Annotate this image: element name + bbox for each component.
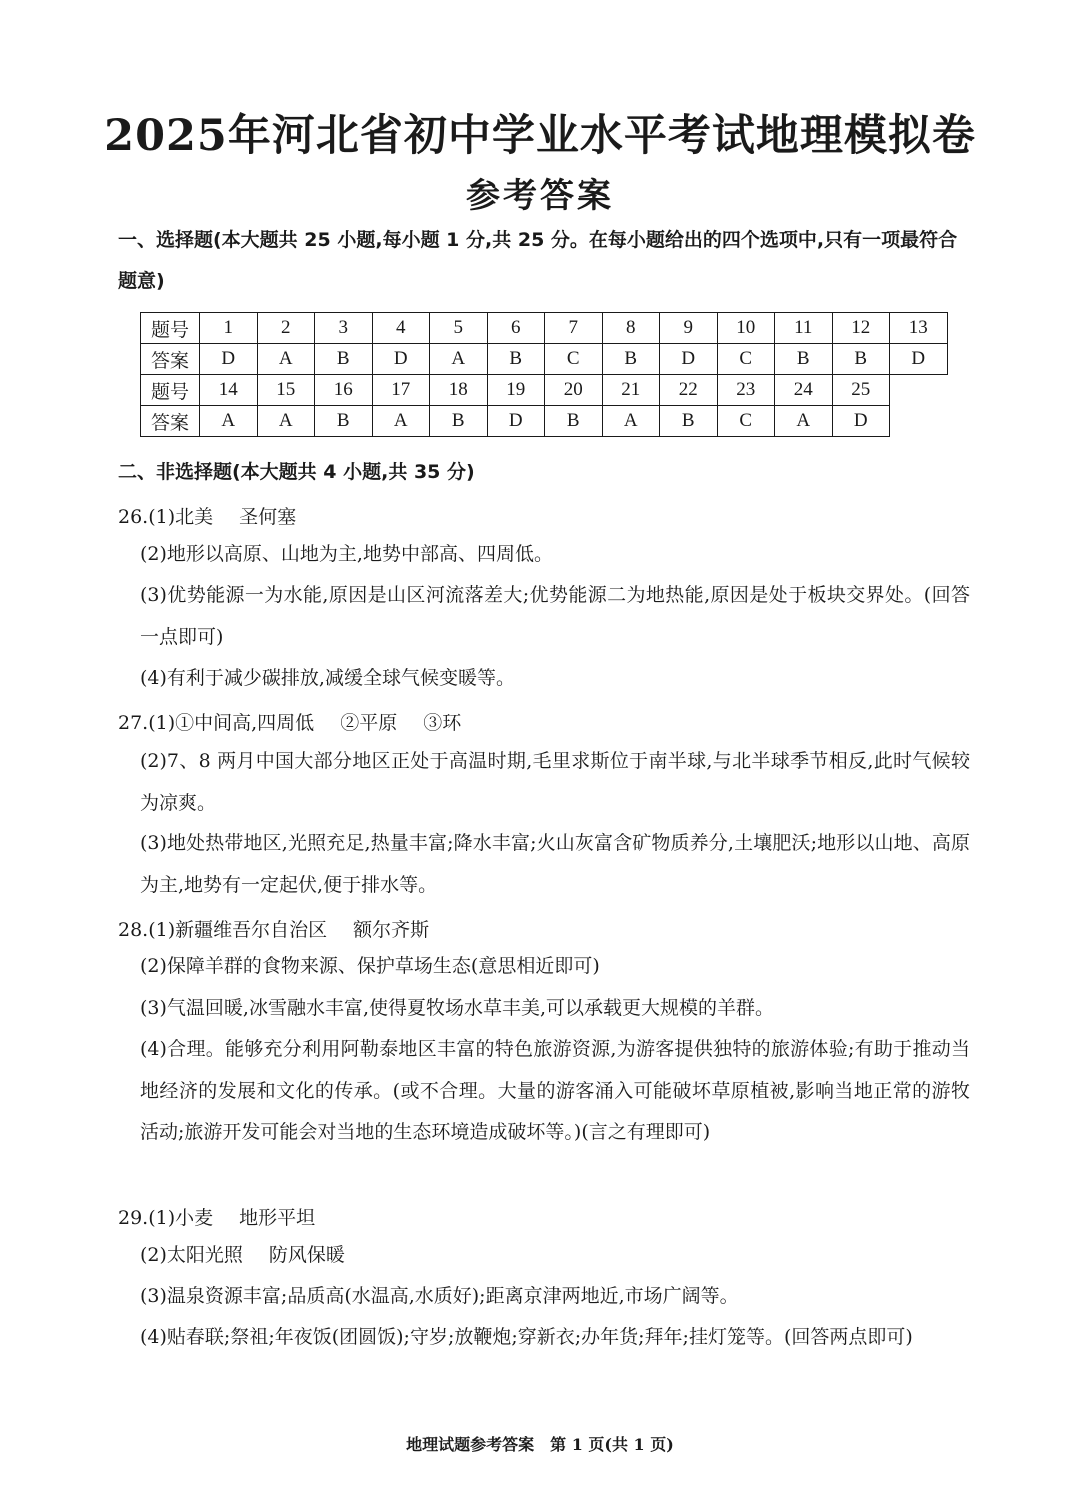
q29-p3: (3)温泉资源丰富;品质高(水温高,水质好);距离京津两地近,市场广阔等。 [140, 1285, 739, 1307]
q27-number: 27. [118, 712, 149, 734]
table-cell: B [430, 406, 488, 437]
table-cell: D [660, 344, 718, 375]
table-row-answers-1 [141, 344, 948, 375]
table-cell: 17 [372, 375, 430, 406]
table-cell: B [315, 406, 373, 437]
table-cell: 3 [315, 313, 373, 344]
q29-number: 29. [118, 1207, 149, 1229]
page-subtitle: 参考答案 [466, 176, 614, 216]
q26-p2: (2)地形以高原、山地为主,地势中部高、四周低。 [140, 543, 553, 565]
q28-p1b: 额尔齐斯 [353, 919, 430, 941]
table-cell: C [717, 344, 775, 375]
q29-p1a: (1)小麦 [148, 1207, 214, 1229]
section2-heading: 二、非选择题(本大题共 4 小题,共 35 分) [118, 461, 475, 483]
table-cell: 2 [257, 313, 315, 344]
table-cell: C [545, 344, 603, 375]
answer-table [140, 312, 948, 437]
q27-p1a: (1)①中间高,四周低 [148, 712, 315, 734]
table-label-answer: 答案 [141, 344, 200, 375]
q28-p2: (2)保障羊群的食物来源、保护草场生态(意思相近即可) [140, 955, 600, 977]
table-cell: 21 [602, 375, 660, 406]
table-row-numbers-2 [141, 375, 948, 406]
table-cell: 23 [717, 375, 775, 406]
table-cell: 18 [430, 375, 488, 406]
table-cell: A [775, 406, 833, 437]
table-cell: 13 [890, 313, 948, 344]
table-cell: 14 [200, 375, 258, 406]
table-cell: C [717, 406, 775, 437]
q26-p3: (3)优势能源一为水能,原因是山区河流落差大;优势能源二为地热能,原因是处于板块交界处。(回答一点即可) [140, 584, 970, 648]
q28-p1a: (1)新疆维吾尔自治区 [148, 919, 328, 941]
table-cell: A [430, 344, 488, 375]
table-cell: 7 [545, 313, 603, 344]
table-cell: D [372, 344, 430, 375]
table-cell: 8 [602, 313, 660, 344]
table-cell: B [602, 344, 660, 375]
table-cell: A [200, 406, 258, 437]
table-row-numbers-1 [141, 313, 948, 344]
q28-p3: (3)气温回暖,冰雪融水丰富,使得夏牧场水草丰美,可以承载更大规模的羊群。 [140, 997, 775, 1019]
q29-line2 [140, 1235, 970, 1277]
q27-p1b: ②平原 [340, 712, 398, 734]
table-cell: B [775, 344, 833, 375]
q28-number: 28. [118, 919, 149, 941]
table-cell: D [200, 344, 258, 375]
q28-line1 [118, 915, 429, 942]
table-cell: 15 [257, 375, 315, 406]
table-cell: A [372, 406, 430, 437]
table-cell: 12 [832, 313, 890, 344]
table-cell: 5 [430, 313, 488, 344]
table-cell: 25 [832, 375, 890, 406]
table-cell: 11 [775, 313, 833, 344]
table-cell: D [832, 406, 890, 437]
q27-p2: (2)7、8 两月中国大部分地区正处于高温时期,毛里求斯位于南半球,与北半球季节相反,此时气候较为凉爽。 [140, 750, 970, 814]
table-cell: 9 [660, 313, 718, 344]
table-cell: 1 [200, 313, 258, 344]
q27-p1c: ③环 [423, 712, 462, 734]
table-cell: B [832, 344, 890, 375]
q29-p4: (4)贴春联;祭祖;年夜饭(团圆饭);守岁;放鞭炮;穿新衣;办年货;拜年;挂灯笼等。(回答两点即可) [140, 1326, 913, 1348]
page-footer: 地理试题参考答案 第 1 页(共 1 页) [406, 1435, 674, 1454]
q29-p1b: 地形平坦 [239, 1207, 316, 1229]
q29-line1 [118, 1203, 315, 1230]
q26-p1a: (1)北美 [148, 506, 214, 528]
table-cell: 19 [487, 375, 545, 406]
table-row-answers-2 [141, 406, 948, 437]
q26-line1 [118, 502, 296, 529]
table-cell: 20 [545, 375, 603, 406]
table-label-answer: 答案 [141, 406, 200, 437]
table-cell: 22 [660, 375, 718, 406]
table-cell: A [257, 344, 315, 375]
table-cell: 24 [775, 375, 833, 406]
q29-p2a: (2)太阳光照 [140, 1244, 243, 1266]
table-cell: B [545, 406, 603, 437]
table-cell: 6 [487, 313, 545, 344]
section1-heading: 一、选择题(本大题共 25 小题,每小题 1 分,共 25 分。在每小题给出的四个选项中,只有一项最符合题意) [118, 229, 958, 292]
q26-number: 26. [118, 506, 149, 528]
table-cell: B [315, 344, 373, 375]
table-cell: A [257, 406, 315, 437]
table-cell: D [487, 406, 545, 437]
table-label-question: 题号 [141, 313, 200, 344]
q26-p4: (4)有利于减少碳排放,减缓全球气候变暖等。 [140, 667, 515, 689]
q26-p1b: 圣何塞 [239, 506, 297, 528]
table-cell: A [602, 406, 660, 437]
q29-p2b: 防风保暖 [268, 1244, 345, 1266]
q27-line1 [118, 708, 461, 735]
table-cell: 16 [315, 375, 373, 406]
table-cell: 10 [717, 313, 775, 344]
table-cell: B [660, 406, 718, 437]
table-empty-cell [890, 406, 948, 437]
table-cell: 4 [372, 313, 430, 344]
q27-p3: (3)地处热带地区,光照充足,热量丰富;降水丰富;火山灰富含矿物质养分,土壤肥沃;地形以山地、高原为主,地势有一定起伏,便于排水等。 [140, 832, 970, 896]
table-cell: D [890, 344, 948, 375]
table-cell: B [487, 344, 545, 375]
page-title: 2025年河北省初中学业水平考试地理模拟卷 [104, 111, 976, 161]
table-empty-cell [890, 375, 948, 406]
table-label-question: 题号 [141, 375, 200, 406]
q28-p4: (4)合理。能够充分利用阿勒泰地区丰富的特色旅游资源,为游客提供独特的旅游体验;有助于推动当地经济的发展和文化的传承。(或不合理。大量的游客涌入可能破坏草原植被,影响当地正常的游牧活动;旅游开发可能会对当地的生态环境造成破坏等。)(言之有理即可) [140, 1038, 970, 1143]
